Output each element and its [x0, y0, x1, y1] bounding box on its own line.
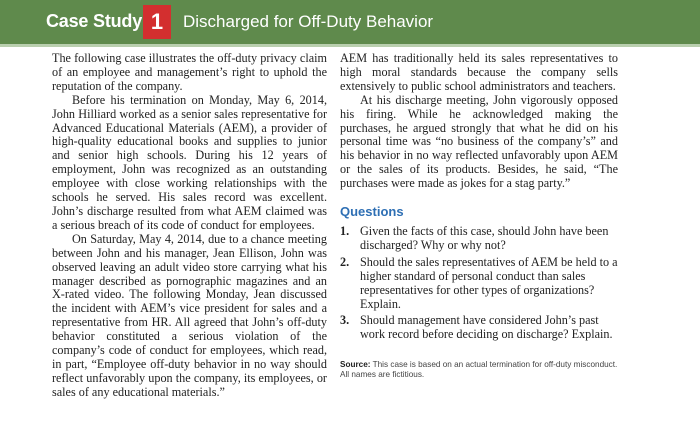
question-text: Should management have considered John’s past work record before deciding on discharge? Explain. — [360, 313, 613, 342]
paragraph: At his discharge meeting, John vigorously opposed his firing. While he acknowledged making the purchases, he argued strongly that what he did on his personal time was “no business of the company’s” and his behavior in no way reflected unfavorably upon AEM or the sales of its products. Besides, he said, “The purchases were made as jokes for a stag party.” — [340, 92, 618, 191]
paragraph: On Saturday, May 4, 2014, due to a chance meeting between John and his manager, Jean Ellison, John was observed leaving an adult video store carrying what his manager described as pornographic magazines and an X-rated video. The following Monday, Jean discussed the incident with AEM’s vice president for sales and a representative from HR. All agreed that John’s off-duty behavior constituted a serious violation of the company’s code of conduct for employees, which read, in part, “Employee off-duty behavior in no way should reflect unfavorably upon the company, its employees, or sales of any educational materials.” — [52, 231, 327, 399]
question-item — [340, 314, 618, 342]
source-note — [340, 360, 618, 380]
question-number: 2. — [340, 254, 350, 269]
source-label: Source: — [340, 360, 371, 370]
right-column — [340, 52, 618, 380]
source-text: This case is based on an actual termination for off-duty misconduct. All names are fictitious. — [340, 360, 618, 380]
questions-heading: Questions — [340, 204, 404, 220]
paragraph: AEM has traditionally held its sales representatives to high moral standards because the company sells extensively to public school administrators and teachers. — [340, 51, 618, 93]
question-item — [340, 256, 618, 312]
questions-list — [340, 225, 618, 342]
paragraph: The following case illustrates the off-duty privacy claim of an employee and management’s right to uphold the reputation of the company. — [52, 51, 327, 93]
case-number-badge: 1 — [143, 5, 171, 39]
banner-label: Case Study — [46, 11, 143, 31]
question-text: Should the sales representatives of AEM be held to a higher standard of personal conduct than sales representatives for other types of organizations? Explain. — [360, 254, 618, 311]
case-title: Discharged for Off-Duty Behavior — [183, 12, 434, 31]
banner-underline — [0, 44, 700, 47]
left-column — [52, 52, 327, 400]
question-text: Given the facts of this case, should John have been discharged? Why or why not? — [360, 223, 609, 252]
case-study-banner — [0, 0, 700, 44]
question-item — [340, 225, 618, 253]
paragraph: Before his termination on Monday, May 6, 2014, John Hilliard worked as a senior sales representative for Advanced Educational Materials (AEM), a provider of high-quality educational books and supplies to junior and senior high schools. During his 12 years of employment, John was recognized as an outstanding employee with close working relationships with the schools he served. His sales record was excellent. John’s discharge resulted from what AEM claimed was a serious breach of its code of conduct for employees. — [52, 92, 327, 232]
question-number: 1. — [340, 223, 350, 238]
question-number: 3. — [340, 313, 350, 328]
